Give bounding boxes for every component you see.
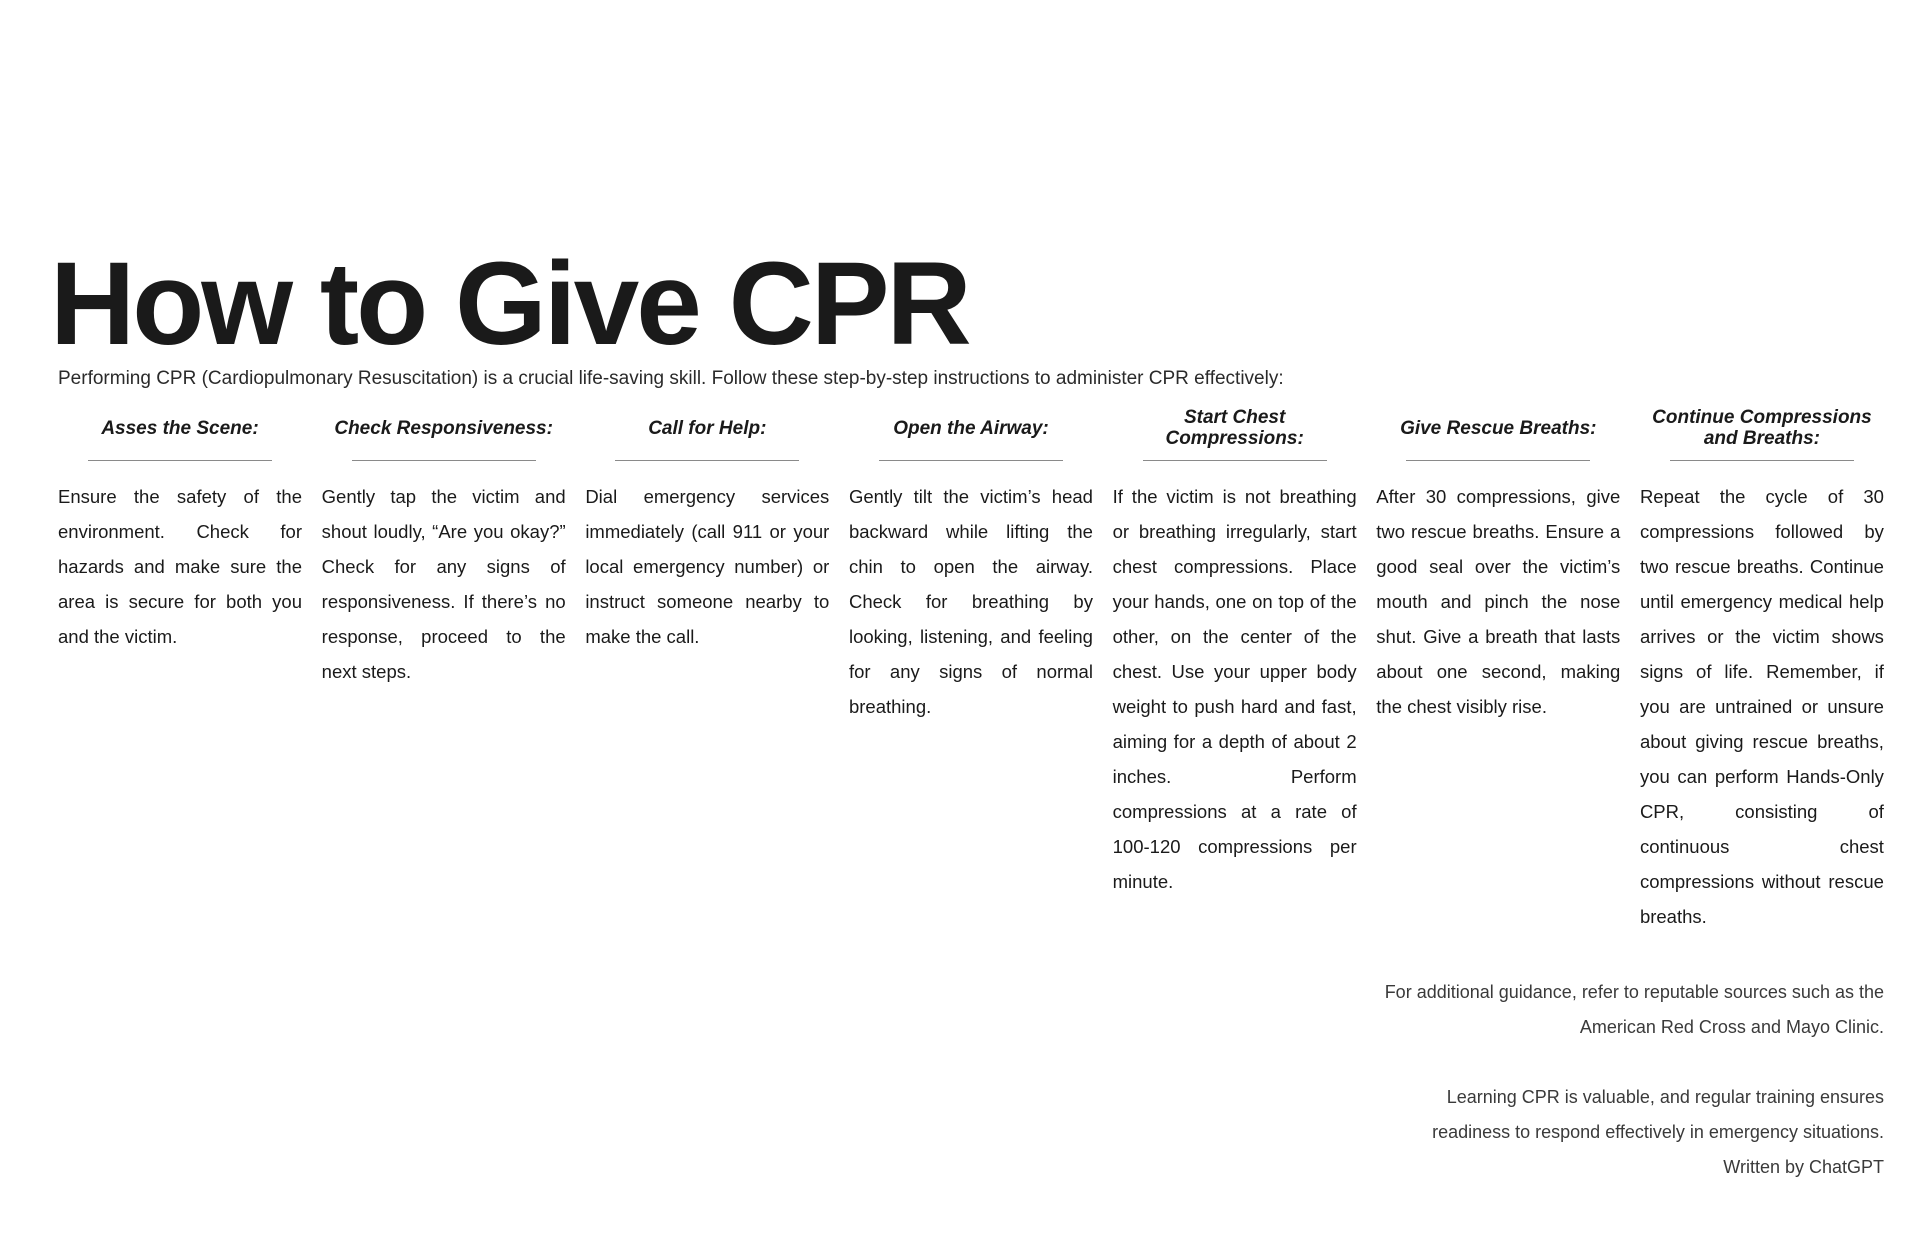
step-column	[849, 405, 1093, 934]
step-body: Ensure the safety of the environment. Check for hazards and make sure the area is secure for both you and the victim.	[58, 486, 302, 647]
page-title: How to Give CPR	[50, 238, 969, 370]
step-divider	[879, 460, 1063, 461]
step-divider	[1406, 460, 1590, 461]
step-divider	[88, 460, 272, 461]
training-note: Learning CPR is valuable, and regular training ensures readiness to respond effectively in emergency situations.	[1432, 1087, 1884, 1142]
author-credit: Written by ChatGPT	[1723, 1157, 1884, 1177]
intro-text: Performing CPR (Cardiopulmonary Resuscitation) is a crucial life-saving skill. Follow these step-by-step instructions to administer CPR effectively:	[58, 368, 1284, 389]
guidance-note: For additional guidance, refer to reputable sources such as the American Red Cross and Mayo Clinic.	[1384, 982, 1884, 1037]
step-title: Start Chest Compressions:	[1165, 407, 1304, 449]
steps-row	[58, 405, 1884, 934]
step-divider	[1143, 460, 1327, 461]
step-body: After 30 compressions, give two rescue breaths. Ensure a good seal over the victim’s mouth and pinch the nose shut. Give a breath that lasts about one second, making the chest visibly rise.	[1376, 486, 1621, 717]
step-divider	[352, 460, 536, 461]
footer-spacer	[1364, 1045, 1884, 1080]
step-divider	[615, 460, 799, 461]
step-body: If the victim is not breathing or breathing irregularly, start chest compressions. Place your hands, one on top of the other, on the center of the chest. Use your upper body weight to push hard and fast, aiming for a depth of about 2 inches. Perform compressions at a rate of 100-120 compressions per minute.	[1112, 486, 1357, 892]
step-body: Dial emergency services immediately (call 911 or your local emergency number) or instruct someone nearby to make the call.	[585, 486, 830, 647]
step-column	[1113, 405, 1357, 934]
step-column	[585, 405, 829, 934]
step-column	[322, 405, 566, 934]
step-body: Repeat the cycle of 30 compressions followed by two rescue breaths. Continue until emergency medical help arrives or the victim shows signs of life. Remember, if you are untrained or unsure about giving rescue breaths, you can perform Hands-Only CPR, consisting of continuous chest compressions without rescue breaths.	[1639, 486, 1884, 927]
step-title: Open the Airway:	[893, 417, 1049, 439]
step-column	[1640, 405, 1884, 934]
step-column	[1376, 405, 1620, 934]
step-title: Asses the Scene:	[101, 417, 259, 439]
footer-notes	[1364, 975, 1884, 1185]
step-title: Give Rescue Breaths:	[1400, 417, 1597, 439]
step-title: Call for Help:	[648, 417, 767, 439]
step-title: Continue Compressions and Breaths:	[1652, 407, 1872, 449]
step-body: Gently tilt the victim’s head backward while lifting the chin to open the airway. Check for breathing by looking, listening, and feeling for any signs of normal breathing.	[848, 486, 1093, 717]
step-column	[58, 405, 302, 934]
step-title: Check Responsiveness:	[334, 417, 553, 439]
step-divider	[1670, 460, 1854, 461]
step-body: Gently tap the victim and shout loudly, “Are you okay?” Check for any signs of responsiveness. If there’s no response, proceed to the next steps.	[321, 486, 566, 682]
